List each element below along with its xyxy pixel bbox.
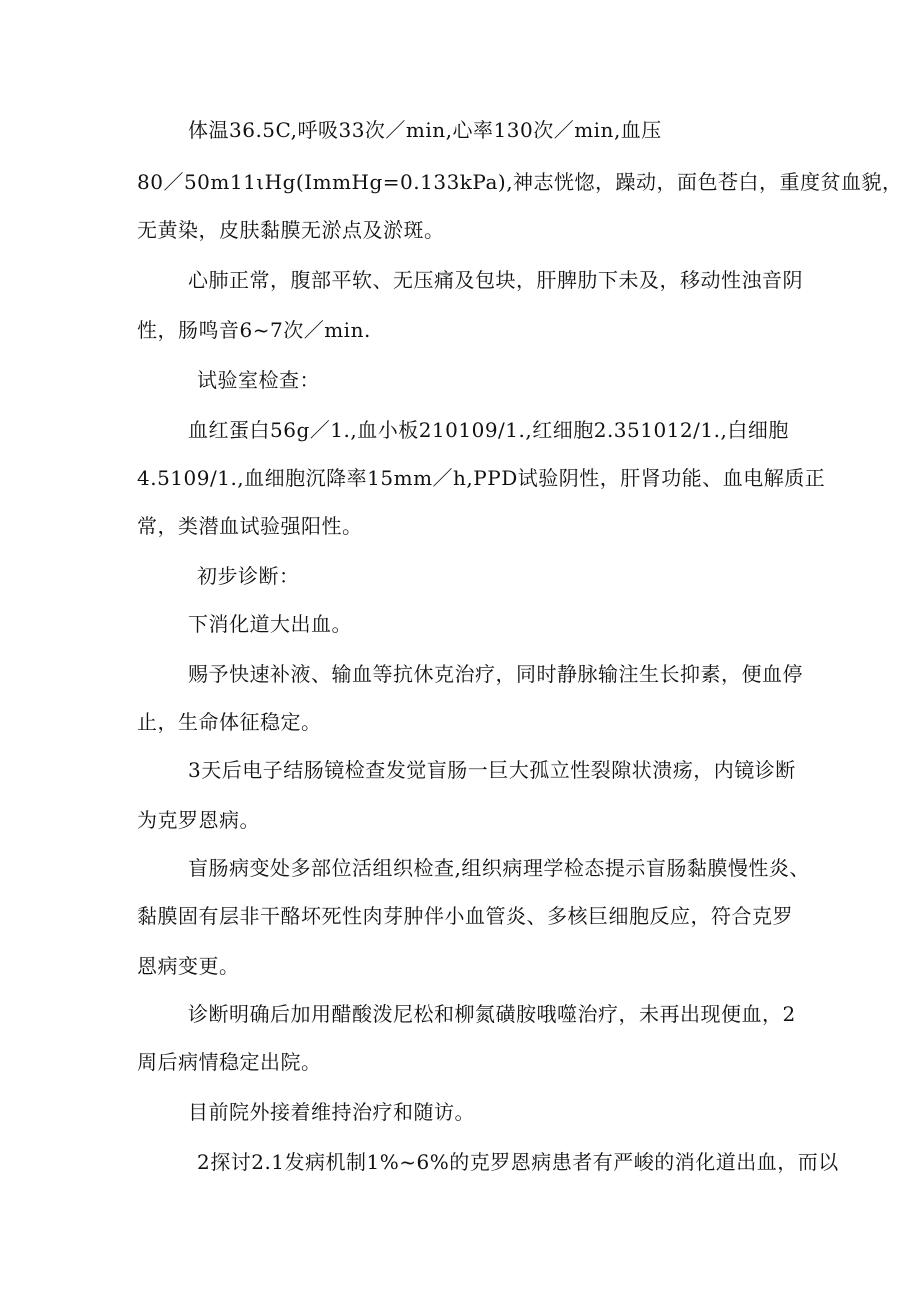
- text-line-skin: 无黄染，皮肤黏膜无淤点及淤斑。: [137, 218, 445, 242]
- text-line-treatment-2: 止，生命体征稳定。: [137, 710, 322, 734]
- text-line-discussion: 2探讨2.1发病机制1%~6%的克罗恩病患者有严峻的消化道出血，而以: [197, 1150, 839, 1174]
- text-line-endoscopy-1: 3天后电子结肠镜检查发觉盲肠一巨大孤立性裂隙状溃疡，内镜诊断: [188, 758, 796, 782]
- text-line-treatment-1: 赐予快速补液、输血等抗休克治疗，同时静脉输注生长抑素，便血停: [188, 662, 803, 686]
- text-line-lab-3: 常，类潜血试验强阳性。: [137, 514, 363, 538]
- text-line-therapy-2: 周后病情稳定出院。: [137, 1050, 322, 1074]
- text-line-lab-2: 4.5109/1.,血细胞沉降率15mm／h,PPD试验阴性，肝肾功能、血电解质正: [137, 466, 826, 490]
- text-line-followup: 目前院外接着维持治疗和随访。: [188, 1100, 475, 1124]
- section-heading-diagnosis: 初步诊断：: [197, 564, 300, 588]
- text-line-exam: 心肺正常，腹部平软、无压痛及包块，肝脾肋下未及，移动性浊音阴: [188, 268, 803, 292]
- text-line-lab-1: 血红蛋白56g／1.,血小板210109/1.,红细胞2.351012/1.,白细胞: [188, 418, 789, 442]
- text-line-endoscopy-2: 为克罗恩病。: [137, 808, 260, 832]
- text-line-bowel-sounds: 性，肠鸣音6~7次／min.: [137, 318, 371, 342]
- text-line-biopsy-3: 恩病变更。: [137, 954, 240, 978]
- text-line-biopsy-1: 盲肠病变处多部位活组织检查,组织病理学检态提示盲肠黏膜慢性炎、: [188, 856, 810, 880]
- text-line-therapy-1: 诊断明确后加用醋酸泼尼松和柳氮磺胺哦噬治疗，未再出现便血，2: [188, 1002, 796, 1026]
- section-heading-lab: 试验室检查：: [197, 368, 320, 392]
- text-line-diagnosis: 下消化道大出血。: [188, 612, 352, 636]
- text-line-vitals: 体温36.5C,呼吸33次／min,心率130次／min,血压: [188, 118, 662, 142]
- text-line-biopsy-2: 黏膜固有层非干酪坏死性肉芽肿伴小血管炎、多核巨细胞反应，符合克罗: [137, 904, 793, 928]
- text-line-blood-pressure: 80／50m11ιHg(ImmHg=0.133kPa),神志恍惚，躁动，面色苍白，重度贫血貌，: [137, 170, 903, 194]
